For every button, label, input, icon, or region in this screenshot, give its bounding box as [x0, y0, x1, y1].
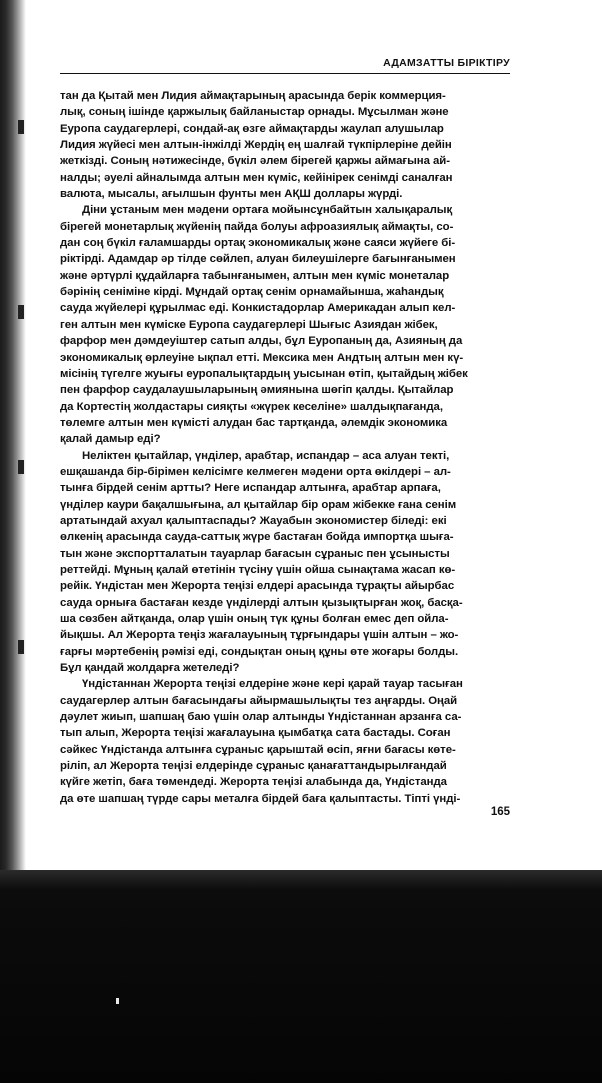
text-line: жеткізді. Соның нәтижесінде, бүкіл әлем бірегей қаржы аймағына ай- [60, 155, 450, 168]
text-line: өлкенің арасында сауда-саттық жүре бастаған бойда импортқа шыға- [60, 531, 454, 544]
text-line: йықшы. Ал Жерорта теңіз жағалауының тұрғындары үшін алтын – жо- [60, 629, 459, 642]
text-line: ғарғы мәртебенің рәмізі еді, сондықтан оның құны өте жоғары болды. [60, 645, 459, 658]
text-line: тып алып, Жерорта теңізі жағалауына қымбатқа сата бастады. Соған [60, 727, 451, 740]
text-line: тынға бірдей сенім артты? Неге испандар алтынға, арабтар арпаға, [60, 482, 441, 495]
text-line: сауда жүйелері құрылмас еді. Конкистадорлар Америкадан алып кел- [60, 302, 456, 315]
text-line: бәрінің сеніміне кірді. Мұндай ортақ сенім орнамайынша, жаһандық [60, 286, 444, 299]
text-line: дан соң бүкіл ғаламшарды ортақ экономикалық және саяси жүйеге бі- [60, 237, 456, 250]
running-title: АДАМЗАТТЫ БІРІКТІРУ [383, 57, 510, 69]
text-line: саудагерлер алтын бағасындағы айырмашылықты тез аңғарды. Оңай [60, 694, 458, 707]
text-line: Үндістаннан Жерорта теңізі елдеріне және кері қарай тауар тасыған [82, 678, 463, 691]
text-line: сауда орныға бастаған кезде үнділерді алтын қызықтырған жоқ, басқа- [60, 596, 463, 609]
text-line: фарфор мен дәмдеуіштер сатып алды, бұл Еуропаның да, Азияның да [60, 335, 463, 348]
text-line: күйге жетіп, баға төмендеді. Жерорта теңізі алабында да, Үндістанда [60, 776, 447, 789]
spine-mark [18, 305, 24, 319]
text-line: экономикалық өрлеуіне ықпал етті. Мексика мен Андтың алтын мен кү- [60, 351, 464, 364]
text-line: төлемге алтын мен күмісті алудан бас тартқанда, әлемдік экономика [60, 416, 448, 429]
text-line: налды; әуелі айналымда алтын мен күміс, кейінірек сенімді саналған [60, 171, 453, 184]
text-line: және әртүрлі құдайларға табынғанымен, алтын мен күміс монеталар [60, 269, 450, 282]
body-text [60, 88, 510, 807]
text-line: Лидия жүйесі мен алтын-інжілді Жердің ең шалғай түкпірлеріне дейін [60, 139, 452, 152]
text-line: місінің түгелге жуығы еуропалықтардың уысынан өтіп, қытайдың жібек [60, 367, 468, 380]
spine-mark [18, 460, 24, 474]
spine-mark [18, 120, 24, 134]
text-line: да өте шапшаң түрде сары металға бірдей баға қалыптасты. Тіпті үнді- [60, 792, 461, 805]
text-line: қалай дамыр еді? [60, 433, 161, 446]
header-rule [60, 73, 510, 74]
text-line: тан да Қытай мен Лидия аймақтарының арасында берік коммерция- [60, 90, 446, 102]
text-line: ша сөзбен айтқанда, олар үшін оның түк құны болған емес деп ойла- [60, 613, 449, 625]
text-line: сәйкес Үндістанда алтынға сұраныс қарыштай өсіп, яғни бағасы көте- [60, 743, 456, 756]
text-line: ріктірді. Адамдар әр тілде сөйлеп, алуан билеушілерге бағынғанымен [60, 253, 456, 266]
scan-speck [116, 998, 119, 1004]
book-spine-shadow [0, 0, 26, 870]
text-line: валюта, мысалы, ағылшын фунты мен АҚШ доллары жүрді. [60, 188, 403, 201]
spine-mark [18, 640, 24, 654]
text-line: дәулет жиып, шапшаң баю үшін олар алтынды Үндістаннан арзанға са- [60, 711, 462, 724]
scan-bottom-band [0, 870, 602, 1083]
text-line: лық, соның ішінде қаржылық байланыстар орнады. Мұсылман және [60, 106, 449, 119]
text-line: ріліп, ал Жерорта теңізі елдерінде сұраныс қанағаттандырылғандай [60, 760, 447, 773]
text-line: реттейді. Мұның қалай өтетінін түсіну үшін ойша сынақтама жасап кө- [60, 563, 456, 576]
text-line: тын және экспортталатын тауарлар бағасын сұраныс пен ұсынысты [60, 547, 450, 560]
text-line: Діни ұстаным мен мәдени ортаға мойынсұнбайтын халықаралық [82, 204, 453, 217]
text-line: рейік. Үндістан мен Жерорта теңізі елдері арасында тұрақты айырбас [60, 580, 455, 593]
text-line: ген алтын мен күміске Еуропа саудагерлері Шығыс Азиядан жібек, [60, 318, 438, 331]
text-line: да Кортестің жолдастары сияқты «жүрек кеселіне» шалдықпағанда, [60, 400, 443, 413]
text-line: Еуропа саудагерлері, сондай-ақ өзге аймақтарды жаулап алушылар [60, 122, 444, 135]
text-line: үнділер каури бақалшығына, ал қытайлар бір орам жібекке ғана сенім [60, 498, 457, 511]
text-line: Бұл қандай жолдарға жетеледі? [60, 662, 240, 675]
text-line: бірегей монетарлық жүйенің пайда болуы афроазиялық аймақты, со- [60, 220, 454, 233]
text-line: артатындай ахуал қалыптаспады? Жауабын экономистер біледі: екі [60, 514, 447, 527]
text-line: ешқашанда бір-бірімен келісімге келмеген мәдени орта өкілдері – ал- [60, 465, 451, 478]
text-line: Неліктен қытайлар, үнділер, арабтар, испандар – аса алуан текті, [82, 449, 450, 462]
text-line: пен фарфор саудалаушыларының әмиянына шөгіп қалды. Қытайлар [60, 384, 454, 397]
page-number: 165 [490, 806, 510, 818]
